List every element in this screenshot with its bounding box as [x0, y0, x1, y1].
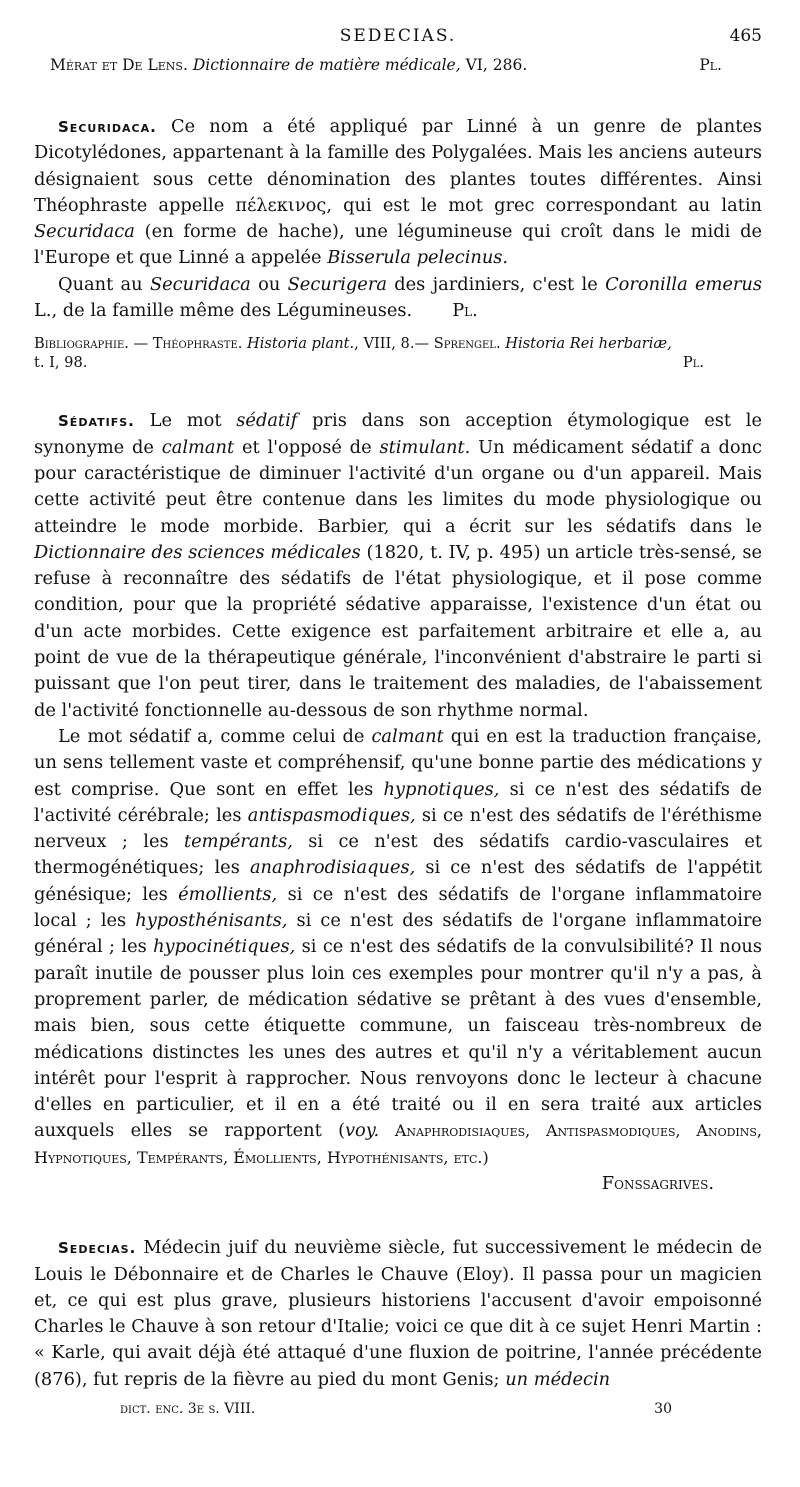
headword-sedecias: Sedecias.: [58, 1239, 137, 1258]
bibliography-line-1: Bibliographie. — Théophraste. Historia plant., VIII, 8.— Sprengel. Historia Rei herbariæ,: [34, 335, 672, 353]
page-number: 465: [729, 26, 762, 46]
reference-authors: Mérat et De Lens.: [50, 56, 188, 74]
signature-mark: dict. enc. 3e s. VIII.: [120, 1401, 256, 1418]
page-footer: [34, 1401, 762, 1417]
greek-word: πέλεκινος: [235, 194, 327, 216]
sedatifs-paragraph-1: Sédatifs. Le mot sédatif pris dans son acception étymologique est le synonyme de calmant et l'opposé de stimulant. Un médicament sédatif a donc pour caractéristique de diminuer l'activité d'un organe ou d'un appareil. Mais cette activité peut être contenue dans les limites du mode physiologique ou atteindre le mode morbide. Barbier, qui a écrit sur les sédatifs dans le Dictionnaire des sciences médicales (1820, t. IV, p. 495) un article très-sensé, se refuse à reconnaître des sédatifs de l'état physiologique, et il pose comme condition, pour que la propriété sédative apparaisse, l'existence d'un état ou d'un acte morbides. Cette exigence est parfaitement arbitraire et elle a, au point de vue de la thérapeutique générale, l'inconvénient d'abstraire le parti si puissant que l'on peut tirer, dans le traitement des maladies, de l'abaissement de l'activité fonctionnelle au-dessous de son rhythme normal.: [34, 410, 763, 721]
top-reference: [34, 52, 762, 78]
headword-securidaca: Securidaca.: [58, 118, 157, 136]
securidaca-signature: Pl.: [452, 300, 478, 322]
securidaca-paragraph-1: Securidaca. Ce nom a été appliqué par Linné à un genre de plantes Dicotylédones, appartenant à la famille des Polygalées. Mais les anciens auteurs désignaient sous cette dénomination des plantes toutes différentes. Ainsi Théophraste appelle πέλεκινος, qui est le mot grec correspondant au latin Securidaca (en forme de hache), une légumineuse qui croît dans le midi de l'Europe et que Linné a appelée Bisserula pelecinus.: [34, 116, 762, 269]
reference-location: VI, 286.: [465, 56, 528, 74]
article-sedatifs: [34, 408, 762, 1197]
article-sedecias: [34, 1235, 762, 1393]
sedatifs-signature: Fonssagrives.: [601, 1172, 714, 1194]
running-header: [34, 26, 762, 52]
article-securidaca: [34, 114, 762, 372]
running-title: SEDECIAS.: [339, 26, 457, 46]
sheet-number: 30: [654, 1401, 672, 1418]
sedatifs-paragraph-2: Le mot sédatif a, comme celui de calmant qui en est la traduction française, un sens tellement vaste et compréhensif, qu'une bonne partie des médications y est comprise. Que sont en effet les hypnotiques, si ce n'est des sédatifs de l'activité cérébrale; les antispasmodiques, si ce n'est des sédatifs de l'éréthisme nerveux ; les tempérants, si ce n'est des sédatifs cardio-vasculaires et thermogénétiques; les anaphrodisiaques, si ce n'est des sédatifs de l'appétit génésique; les émollients, si ce n'est des sédatifs de l'organe inflammatoire local ; les hyposthénisants, si ce n'est des sédatifs de l'organe inflammatoire général ; les hypocinétiques, si ce n'est des sédatifs de la convulsibilité? Il nous paraît inutile de pousser plus loin ces exemples pour montrer qu'il n'y a pas, à proprement parler, de médication sédative se prêtant à des vues d'ensemble, mais bien, sous cette étiquette commune, un faisceau très-nombreux de médications distinctes les unes des autres et qu'il n'y a véritablement aucun intérêt pour l'esprit à rapprocher. Nous renvoyons donc le lecteur à chacune d'elles en particulier, et il en a été traité ou il en sera traité aux articles auxquels elles se rapportent (voy. Anaphrodisiaques, Antispasmodiques, Anodins, Hypnotiques, Tempérants, Émollients, Hypothénisants, etc.): [34, 725, 763, 1167]
page: [34, 26, 762, 1417]
cross-references: Anaphrodisiaques, Antispasmodiques, Anodins, Hypnotiques, Tempérants, Émollients, Hypothénisants, etc.): [34, 1121, 762, 1167]
reference-text: [50, 52, 527, 78]
securidaca-paragraph-2: Quant au Securidaca ou Securigera des jardiniers, c'est le Coronilla emerus L., de la famille même des Légumineuses. Pl.: [34, 273, 763, 322]
securidaca-bibliography: [34, 334, 762, 372]
sedecias-paragraph-1: Sedecias. Médecin juif du neuvième siècle, fut successivement le médecin de Louis le Débonnaire et de Charles le Chauve (Eloy). Il passa pour un magicien et, ce qui est plus grave, plusieurs historiens l'accusent d'avoir empoisonné Charles le Chauve à son retour d'Italie; voici ce que dit à ce sujet Henri Martin : « Karle, qui avait déjà été attaqué d'une fluxion de poitrine, l'année précédente (876), fut repris de la fièvre au pied du mont Genis; un médecin: [34, 1237, 762, 1390]
reference-work: Dictionnaire de matière médicale,: [192, 56, 461, 74]
bibliography-line-2: t. I, 98. Pl.: [34, 354, 704, 372]
reference-signature: Pl.: [699, 56, 722, 74]
headword-sedatifs: Sédatifs.: [58, 412, 135, 431]
